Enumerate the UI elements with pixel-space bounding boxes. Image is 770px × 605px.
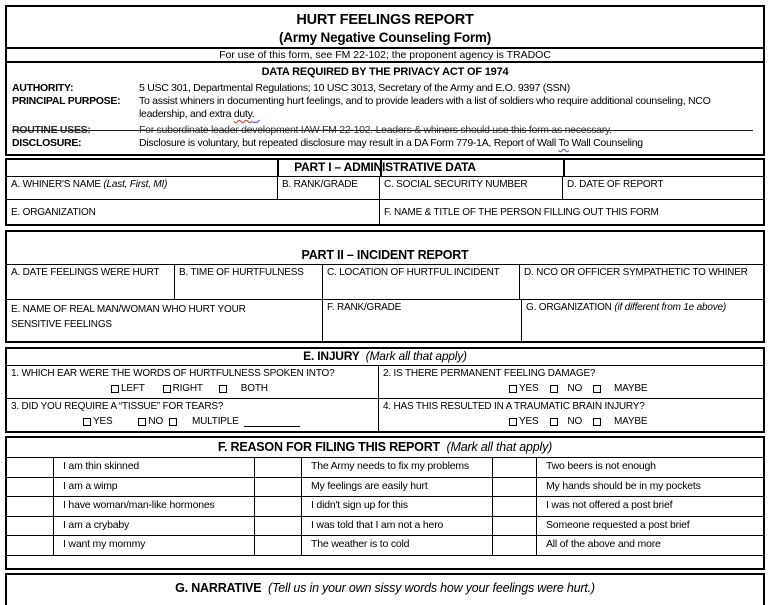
privacy-act-heading: DATA REQUIRED BY THE PRIVACY ACT OF 1974 xyxy=(261,66,509,78)
option-yes: YES xyxy=(509,383,538,394)
field-hurter-rank-grade[interactable]: F. RANK/GRADE xyxy=(322,300,521,341)
checkbox-left[interactable] xyxy=(111,385,119,393)
field-date-feelings-hurt[interactable]: A. DATE FEELINGS WERE HURT xyxy=(11,267,160,278)
part1-row-a-d xyxy=(7,176,763,199)
grammar-flagged-word: To xyxy=(558,137,569,149)
form-subtitle: (Army Negative Counseling Form) xyxy=(278,30,492,45)
reason-row xyxy=(7,457,763,477)
option-no: NO xyxy=(550,416,582,427)
reason-text: Someone requested a post brief xyxy=(536,517,763,536)
injury-row-1 xyxy=(7,365,763,398)
option-no: NO xyxy=(550,383,582,394)
routine-uses-label: ROUTINE USES: xyxy=(12,124,91,136)
reason-checkbox-cell[interactable] xyxy=(254,497,301,516)
checkbox-yes[interactable] xyxy=(83,418,91,426)
narrative-heading-hint: (Tell us in your own sissy words how your feelings were hurt.) xyxy=(267,580,595,595)
field-rank-grade[interactable]: B. RANK/GRADE xyxy=(277,177,379,199)
checkbox-maybe[interactable] xyxy=(593,385,601,393)
checkbox-yes[interactable] xyxy=(509,418,517,426)
field-hurter-organization[interactable]: G. ORGANIZATION (if different from 1e above) xyxy=(521,300,763,341)
reason-text: I was told that I am not a hero xyxy=(301,517,492,536)
field-date-of-report[interactable]: D. DATE OF REPORT xyxy=(562,177,763,199)
reason-checkbox-cell[interactable] xyxy=(492,517,536,536)
field-person-filling-form[interactable]: F. NAME & TITLE OF THE PERSON FILLING OUT THIS FORM xyxy=(379,200,763,224)
form-title: HURT FEELINGS REPORT xyxy=(296,12,474,28)
reason-checkbox-cell[interactable] xyxy=(7,536,53,555)
reason-text: I have woman/man-like hormones xyxy=(53,497,254,516)
field-ssn[interactable]: C. SOCIAL SECURITY NUMBER xyxy=(379,177,562,199)
reason-checkbox-cell[interactable] xyxy=(492,458,536,477)
reason-checkbox-cell[interactable] xyxy=(254,458,301,477)
reason-text: I am thin skinned xyxy=(53,458,254,477)
reason-checkbox-cell[interactable] xyxy=(7,478,53,497)
part2-section xyxy=(5,230,765,343)
disclosure-row xyxy=(7,137,763,150)
grammar-flag: . xyxy=(251,108,255,120)
reason-empty-row xyxy=(7,555,763,568)
injury-row-2 xyxy=(7,398,763,431)
reason-checkbox-cell[interactable] xyxy=(492,478,536,497)
field-location-of-incident[interactable]: C. LOCATION OF HURTFUL INCIDENT xyxy=(322,265,519,299)
reason-section xyxy=(5,436,765,570)
principal-purpose-row xyxy=(7,95,763,121)
authority-value: 5 USC 301, Departmental Regulations; 10 USC 3013, Secretary of the Army and E.O. 9397 (SSN) xyxy=(139,82,570,94)
reason-text: I want my mommy xyxy=(53,536,254,555)
reason-text: I am a crybaby xyxy=(53,517,254,536)
reason-checkbox-cell[interactable] xyxy=(254,536,301,555)
reason-row xyxy=(7,535,763,555)
reason-row xyxy=(7,477,763,497)
option-left: LEFT xyxy=(111,383,145,394)
question-4-options xyxy=(383,416,759,427)
routine-uses-value: For subordinate leader development IAW FM 22-102. Leaders & whiners should use this form as necessary. xyxy=(139,124,612,136)
checkbox-yes[interactable] xyxy=(509,385,517,393)
checkbox-no[interactable] xyxy=(550,385,558,393)
option-yes: YES xyxy=(83,416,112,427)
reason-row xyxy=(7,496,763,516)
reason-text: The weather is to cold xyxy=(301,536,492,555)
reason-checkbox-cell[interactable] xyxy=(7,458,53,477)
checkbox-no[interactable] xyxy=(138,418,146,426)
reason-heading-hint: (Mark all that apply) xyxy=(446,440,553,454)
checkbox-maybe[interactable] xyxy=(593,418,601,426)
option-both: BOTH xyxy=(219,383,268,394)
principal-purpose-value: To assist whiners in documenting hurt feelings, and to provide leaders with a list of soldiers who require additional counseling, NCO leadership, and extra duty. xyxy=(139,95,711,120)
divider-line xyxy=(277,160,279,176)
reason-checkbox-cell[interactable] xyxy=(7,517,53,536)
misspelled-word: duty xyxy=(233,108,252,120)
checkbox-right[interactable] xyxy=(163,385,171,393)
reason-checkbox-cell[interactable] xyxy=(7,497,53,516)
injury-heading-hint: (Mark all that apply) xyxy=(365,349,467,363)
narrative-heading: G. NARRATIVE xyxy=(175,580,262,595)
grammar-flag-tail xyxy=(251,108,259,120)
field-organization[interactable]: E. ORGANIZATION xyxy=(11,207,96,218)
question-3: 3. DID YOU REQUIRE A “TISSUE” FOR TEARS? YES NO MULTIPLE xyxy=(7,399,378,431)
option-no: NO xyxy=(138,416,163,427)
authority-label: AUTHORITY: xyxy=(12,82,74,94)
reason-row xyxy=(7,516,763,536)
option-yes: YES xyxy=(509,416,538,427)
reason-text: My hands should be in my pockets xyxy=(536,478,763,497)
reason-text: The Army needs to fix my problems xyxy=(301,458,492,477)
usage-note: For use of this form, see FM 22-102; the proponent agency is TRADOC xyxy=(5,49,765,63)
disclosure-value: Disclosure is voluntary, but repeated disclosure may result in a DA Form 779-1A, Report of Wall To Wall Counseling xyxy=(139,137,643,149)
privacy-act-section xyxy=(5,63,765,156)
reason-checkbox-cell[interactable] xyxy=(492,497,536,516)
form-title-block xyxy=(5,5,765,49)
divider-line xyxy=(563,160,565,176)
field-name-of-hurter[interactable]: E. NAME OF REAL MAN/WOMAN WHO HURT YOUR SENSITIVE FEELINGS xyxy=(11,304,246,330)
part1-heading: PART I – ADMINISTRATIVE DATA xyxy=(7,160,763,176)
principal-purpose-label: PRINCIPAL PURPOSE: xyxy=(12,95,121,107)
part2-row-a-d xyxy=(7,264,763,299)
write-in-blank[interactable] xyxy=(244,416,300,427)
reason-heading: F. REASON FOR FILING THIS REPORT (Mark all that apply) xyxy=(217,440,553,454)
part2-heading: PART II – INCIDENT REPORT xyxy=(301,248,469,262)
question-3-options xyxy=(11,416,374,427)
field-sympathetic-nco[interactable]: D. NCO OR OFFICER SYMPATHETIC TO WHINER xyxy=(519,265,763,299)
field-time-of-hurtfulness[interactable]: B. TIME OF HURTFULNESS xyxy=(174,265,322,299)
option-maybe: MAYBE xyxy=(593,383,647,394)
field-whiner-name[interactable]: A. WHINER'S NAME (Last, First, MI) xyxy=(11,179,168,190)
narrative-section[interactable] xyxy=(5,573,765,605)
reason-text: My feelings are easily hurt xyxy=(301,478,492,497)
question-1-options xyxy=(11,383,374,394)
disclosure-label: DISCLOSURE: xyxy=(12,137,82,149)
reason-text: All of the above and more xyxy=(536,536,763,555)
part2-row-e-g xyxy=(7,299,763,341)
reason-text: I didn't sign up for this xyxy=(301,497,492,516)
reason-checkbox-cell[interactable] xyxy=(254,517,301,536)
question-4: 4. HAS THIS RESULTED IN A TRAUMATIC BRAIN INJURY? YES NO MAYBE xyxy=(378,399,763,431)
hurt-feelings-report-form xyxy=(5,5,765,605)
part1-row-e-f xyxy=(7,199,763,224)
option-right: RIGHT xyxy=(163,383,203,394)
checkbox-multiple[interactable] xyxy=(169,418,177,426)
reason-checkbox-cell[interactable] xyxy=(254,478,301,497)
question-2: 2. IS THERE PERMANENT FEELING DAMAGE? YES NO MAYBE xyxy=(378,366,763,398)
reason-text: I was not offered a post brief xyxy=(536,497,763,516)
injury-heading: E. INJURY (Mark all that apply) xyxy=(303,349,467,363)
reason-text: I am a wimp xyxy=(53,478,254,497)
question-1: 1. WHICH EAR WERE THE WORDS OF HURTFULNESS SPOKEN INTO? LEFT RIGHT BOTH xyxy=(7,366,378,398)
part1-section xyxy=(5,158,765,226)
option-multiple: MULTIPLE xyxy=(169,416,239,427)
routine-uses-row xyxy=(7,124,763,137)
injury-section xyxy=(5,347,765,433)
option-maybe: MAYBE xyxy=(593,416,647,427)
checkbox-both[interactable] xyxy=(219,385,227,393)
authority-row xyxy=(7,82,763,95)
reason-checkbox-cell[interactable] xyxy=(492,536,536,555)
question-2-options xyxy=(383,383,759,394)
checkbox-no[interactable] xyxy=(550,418,558,426)
reason-text: Two beers is not enough xyxy=(536,458,763,477)
